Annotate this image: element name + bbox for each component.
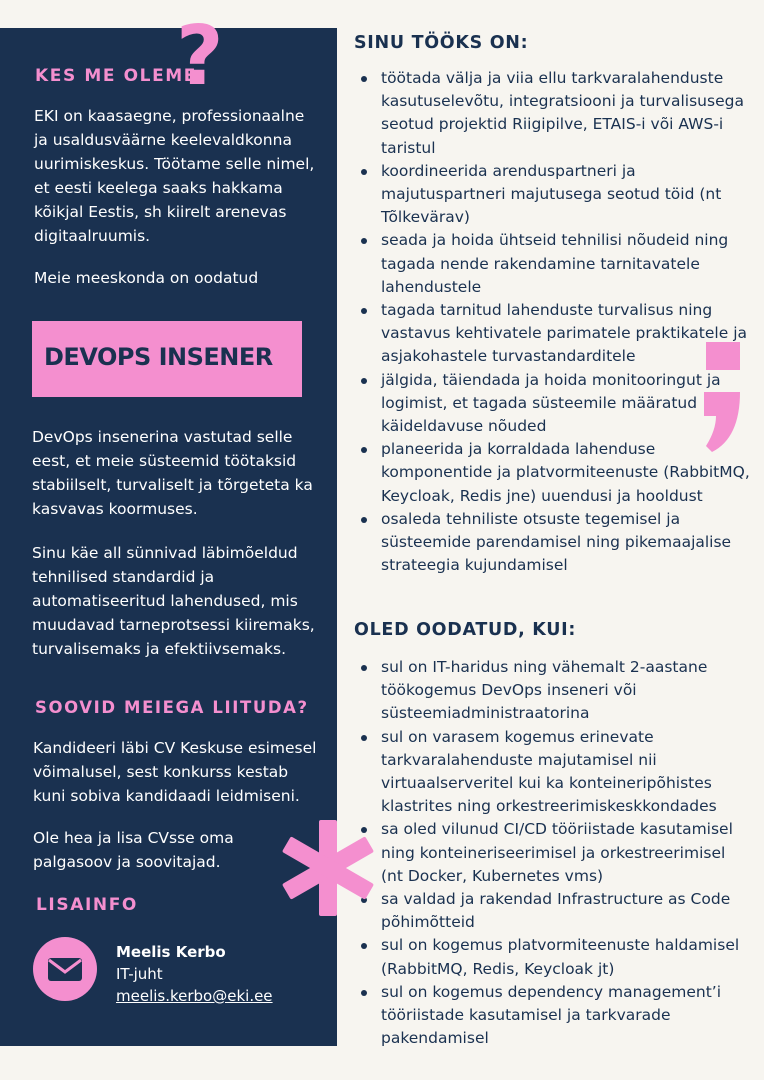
job-title-box <box>32 321 302 397</box>
job-title: DEVOPS INSENER <box>44 343 273 371</box>
join-paragraph-2: Ole hea ja lisa CVsse oma palgasoov ja soovitajad. <box>33 829 234 871</box>
list-item: sul on kogemus platvormiteenuste haldamisel (RabbitMQ, Redis, Keycloak jt) <box>356 934 751 980</box>
duties-list <box>356 67 751 577</box>
mail-icon <box>33 937 97 1001</box>
list-item: planeerida ja korraldada lahenduse komponentide ja platvormiteenuste (RabbitMQ, Keycloak, Redis jne) uuendusi ja hooldust <box>356 438 751 508</box>
list-item: seada ja hoida ühtseid tehnilisi nõudeid ning tagada nende rakendamine tarnitavatele lahendustele <box>356 229 751 299</box>
contact-avatar <box>33 937 97 1001</box>
who-text: EKI on kaasaegne, professionaalne ja usaldusväärne keelevaldkonna uurimiskeskus. Töötame selle nimel, et eesti keelega saaks hakkama kõikjal Eestis, sh kiirelt arenevas digitaalruumis. <box>34 107 315 245</box>
contact-name: Meelis Kerbo <box>116 943 226 961</box>
list-item: osaleda tehniliste otsuste tegemisel ja süsteemide parendamisel ning pikemaajalise strateegia kujundamisel <box>356 508 751 578</box>
list-item: jälgida, täiendada ja hoida monitooringut ja logimist, et tagada süsteemile määratud käideldavuse nõuded <box>356 369 751 439</box>
requirements-heading: OLED OODATUD, KUI: <box>354 620 577 640</box>
list-item: tagada tarnitud lahenduste turvalisus ning vastavus kehtivatele parimatele praktikatele ja asjakohastele turvastandarditele <box>356 299 751 369</box>
who-heading: KES ME OLEME <box>35 66 198 86</box>
contact-email-link[interactable]: meelis.kerbo@eki.ee <box>116 987 273 1005</box>
list-item: koordineerida arenduspartneri ja majutuspartneri majutusega seotud töid (nt Tõlkevärav) <box>356 160 751 230</box>
list-item: sul on IT-haridus ning vähemalt 2-aastane töökogemus DevOps inseneri või süsteemiadministraatorina <box>356 656 751 726</box>
join-paragraph-1: Kandideeri läbi CV Keskuse esimesel võimalusel, sest konkurss kestab kuni sobiva kandidaadi leidmiseni. <box>33 739 317 805</box>
list-item: töötada välja ja viia ellu tarkvaralahenduste kasutuselevõtu, integratsiooni ja turvalisusega seotud projektid Riigipilve, ETAIS-i või AWS-i taristul <box>356 67 751 160</box>
question-mark-icon: ? <box>176 9 224 104</box>
team-text: Meie meeskonda on oodatud <box>34 269 259 287</box>
list-item: sul on kogemus dependency management’i tööriistade kasutamisel ja tarkvarade pakendamisel <box>356 981 751 1051</box>
info-heading: LISAINFO <box>36 895 138 915</box>
join-heading: SOOVID MEIEGA LIITUDA? <box>35 698 309 717</box>
role-paragraph-2: Sinu käe all sünnivad läbimõeldud tehnilised standardid ja automatiseeritud lahendused, mis muudavad tarneprotsessi kiiremaks, turvalisemaks ja efektiivsemaks. <box>32 544 315 658</box>
duties-heading: SINU TÖÖKS ON: <box>354 33 529 53</box>
list-item: sa oled vilunud CI/CD tööriistade kasutamisel ning konteineriseerimisel ja orkestreerimisel (nt Docker, Kubernetes vms) <box>356 818 751 888</box>
comma-icon <box>700 342 750 457</box>
asterisk-icon <box>282 818 374 918</box>
list-item: sul on varasem kogemus erinevate tarkvaralahenduste majutamisel nii virtuaalserveritel kui ka konteineripõhistes klastrites ning orkestreerimiskeskkondades <box>356 726 751 819</box>
contact-role: IT-juht <box>116 965 163 983</box>
role-paragraph-1: DevOps insenerina vastutad selle eest, et meie süsteemid töötaksid stabiilselt, turvaliselt ja tõrgeteta ka kasvavas koormuses. <box>32 428 313 518</box>
list-item: sa valdad ja rakendad Infrastructure as Code põhimõtteid <box>356 888 751 934</box>
requirements-list <box>356 656 751 1050</box>
